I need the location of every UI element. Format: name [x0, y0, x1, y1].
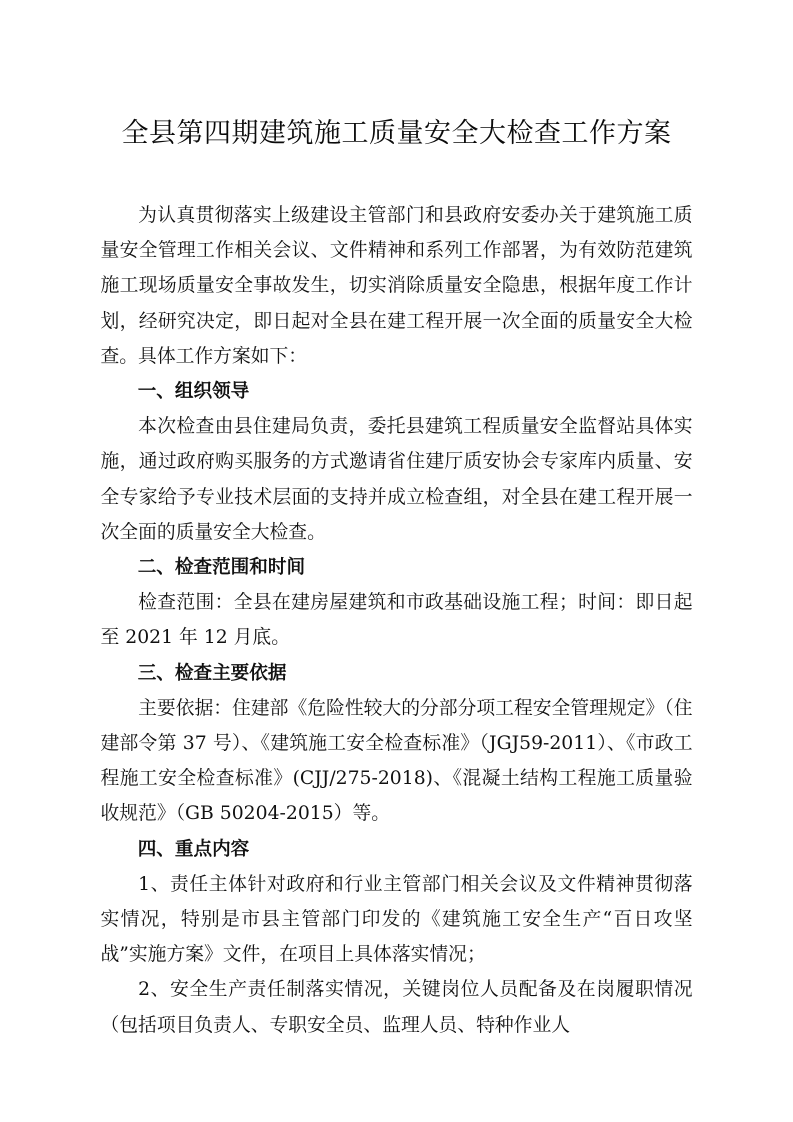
section-paragraph-key-content-1: 1、责任主体针对政府和行业主管部门相关会议及文件精神贯彻落实情况，特别是市县主管部门印发的《建筑施工安全生产“百日攻坚战”实施方案》文件，在项目上具体落实情况；	[100, 873, 693, 966]
document-title: 全县第四期建筑施工质量安全大检查工作方案	[121, 118, 672, 149]
section-paragraph-scope-time: 检查范围：全县在建房屋建筑和市政基础设施工程；时间：即日起至 2021 年 12 月底。	[100, 592, 693, 649]
section-heading-key-content: 四、重点内容	[137, 838, 250, 860]
section-paragraph-basis: 主要依据：住建部《危险性较大的分部分项工程安全管理规定》（住建部令第 37 号）、《建筑施工安全检查标准》（JGJ59-2011）、《市政工程施工安全检查标准》(CJJ/275-2018)、《混凝土结构工程施工质量验收规范》（GB 50204-2015）等。	[100, 697, 693, 825]
document-body	[101, 198, 693, 1043]
section-heading-basis: 三、检查主要依据	[137, 662, 287, 684]
intro-paragraph: 为认真贯彻落实上级建设主管部门和县政府安委办关于建筑施工质量安全管理工作相关会议、文件精神和系列工作部署，为有效防范建筑施工现场质量安全事故发生，切实消除质量安全隐患，根据年度工作计划，经研究决定，即日起对全县在建工程开展一次全面的质量安全大检查。具体工作方案如下：	[100, 205, 693, 367]
section-heading-scope-time: 二、检查范围和时间	[137, 557, 306, 579]
section-heading-organization: 一、组织领导	[137, 381, 250, 403]
section-paragraph-key-content-2: 2、安全生产责任制落实情况，关键岗位人员配备及在岗履职情况（包括项目负责人、专职安全员、监理人员、特种作业人	[100, 979, 693, 1036]
section-paragraph-organization: 本次检查由县住建局负责，委托县建筑工程质量安全监督站具体实施，通过政府购买服务的方式邀请省住建厅质安协会专家库内质量、安全专家给予专业技术层面的支持并成立检查组，对全县在建工程开展一次全面的质量安全大检查。	[100, 416, 693, 543]
